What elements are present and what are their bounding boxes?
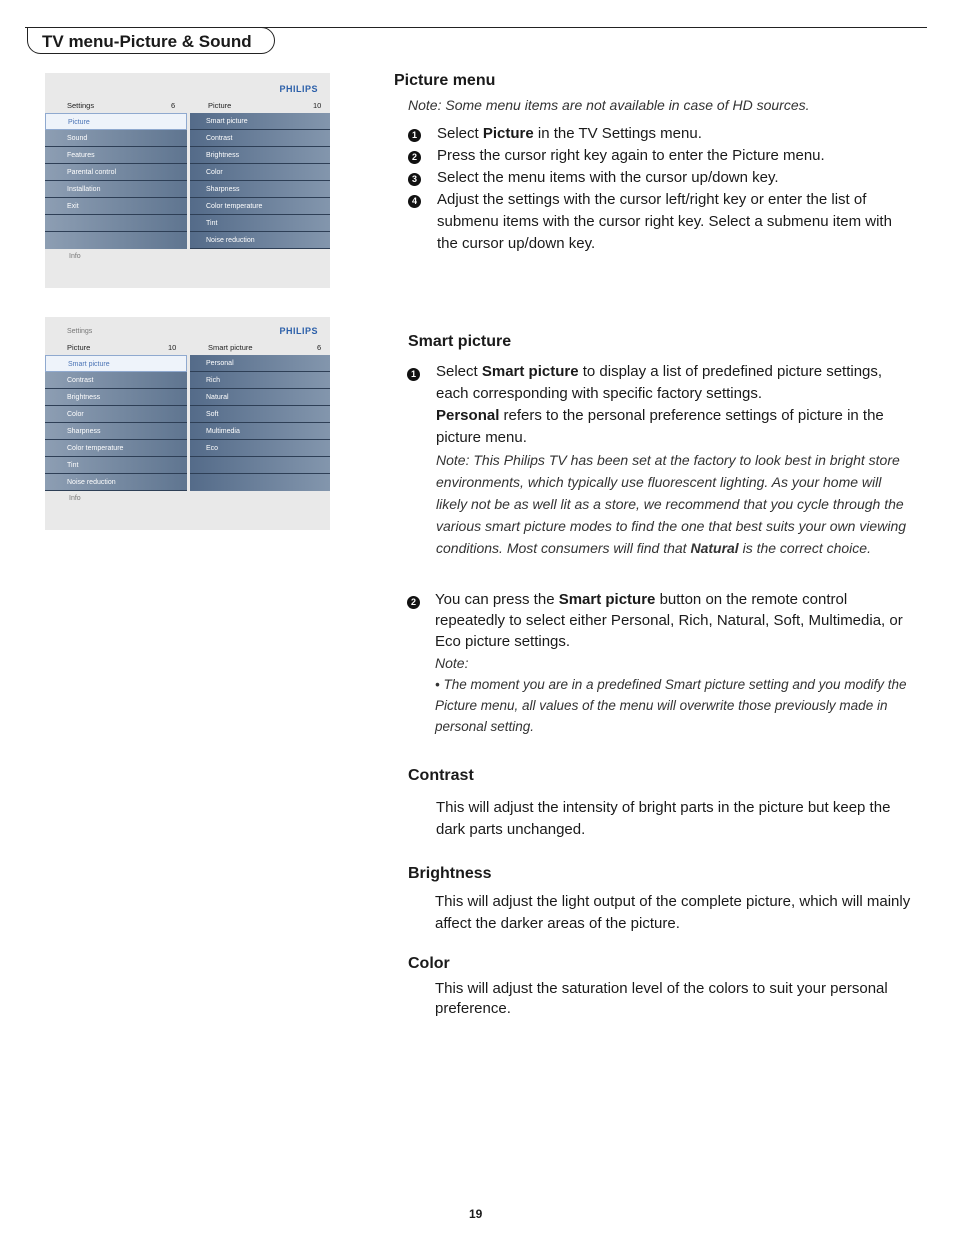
submenu-item[interactable]: Personal [190,355,330,372]
submenu-item[interactable]: Tint [190,215,330,232]
smart-picture-note-label: Note: [435,655,469,671]
submenu-item[interactable] [190,457,330,474]
menu-item[interactable]: Parental control [45,164,187,181]
section-heading-contrast: Contrast [408,767,474,784]
step-2-text: Press the cursor right key again to enter the Picture menu. [437,147,825,164]
menu-item[interactable]: Noise reduction [45,474,187,491]
menu-item[interactable]: Exit [45,198,187,215]
left-count: 6 [171,101,176,110]
menu-item[interactable]: Features [45,147,187,164]
left-header: Settings [67,101,95,110]
submenu-item[interactable]: Multimedia [190,423,330,440]
left-header: Picture [67,343,91,352]
menu-item[interactable]: Color [45,406,187,423]
page-number: 19 [469,1207,483,1221]
smart-picture-note: Note: This Philips TV has been set at the factory to look best in bright store environments, which typically use fluorescent lighting. As your home will likely not be as well lit as a store, we recommend that you cycle through the various smart picture modes to find the one that best suits your own viewing conditions. Most consumers will find that Natural is the correct choice. [436,452,907,556]
step-3-icon: 3 [408,173,421,186]
menu-header [45,99,330,113]
philips-logo: PHILIPS [279,326,318,336]
submenu-item[interactable]: Eco [190,440,330,457]
submenu-item[interactable]: Noise reduction [190,232,330,249]
submenu-item[interactable]: Color temperature [190,198,330,215]
color-body: This will adjust the saturation level of the colors to suit your personal preference. [435,980,888,1017]
step-2-icon: 2 [408,151,421,164]
right-header: Smart picture [208,343,253,352]
right-menu-list [190,113,330,249]
section-heading-smart-picture: Smart picture [408,333,512,350]
menu-screenshot-smart-picture [45,317,330,530]
submenu-item[interactable]: Natural [190,389,330,406]
philips-logo: PHILIPS [279,84,318,94]
right-menu-list [190,355,330,491]
left-menu-list [45,113,187,249]
right-count: 6 [317,343,322,352]
menu-item[interactable]: Color temperature [45,440,187,457]
section-heading-color: Color [408,955,450,972]
menu-item[interactable]: Smart picture [45,355,187,372]
breadcrumb: Settings [67,328,93,335]
submenu-item[interactable]: Contrast [190,130,330,147]
section-heading-picture-menu: Picture menu [394,72,496,89]
info-label: Info [69,495,81,502]
step-4-icon: 4 [408,195,421,208]
menu-item[interactable]: Installation [45,181,187,198]
submenu-item[interactable]: Soft [190,406,330,423]
left-menu-list [45,355,187,491]
brightness-body: This will adjust the light output of the complete picture, which will mainly affect the darker areas of the picture. [435,893,911,932]
step-1-text: Select Picture in the TV Settings menu. [437,125,702,142]
contrast-body: This will adjust the intensity of bright parts in the picture but keep the dark parts unchanged. [436,799,891,838]
smart-picture-step-2: You can press the Smart picture button on the remote control repeatedly to select either Personal, Rich, Natural, Soft, Multimedia, or Eco picture settings. [435,591,903,650]
submenu-item[interactable]: Sharpness [190,181,330,198]
step-3-text: Select the menu items with the cursor up/down key. [437,169,779,186]
submenu-item[interactable]: Smart picture [190,113,330,130]
smart-picture-step-1: Select Smart picture to display a list of predefined picture settings, each corresponding with specific factory settings. [436,363,883,402]
step-1-icon: 1 [408,129,421,142]
section-heading-brightness: Brightness [408,865,492,882]
left-count: 10 [168,343,177,352]
menu-item[interactable]: Sharpness [45,423,187,440]
picture-menu-note: Note: Some menu items are not available in case of HD sources. [408,97,810,113]
smart-picture-note-2: • The moment you are in a predefined Smart picture setting and you modify the Picture menu, all values of the menu will overwrite those previously made in personal setting. [435,677,907,734]
step-2-icon: 2 [407,596,420,609]
info-label: Info [69,253,81,260]
menu-item[interactable] [45,215,187,232]
step-4-text: Adjust the settings with the cursor left/right key or enter the list of submenu items with the cursor right key. Select a submenu item with the cursor up/down key. [437,191,892,252]
step-1-icon: 1 [407,368,420,381]
section-title: TV menu-Picture & Sound [27,27,275,54]
menu-item[interactable]: Picture [45,113,187,130]
menu-item[interactable]: Sound [45,130,187,147]
menu-header [45,341,330,355]
right-header: Picture [208,101,232,110]
submenu-item[interactable]: Rich [190,372,330,389]
right-count: 10 [313,101,322,110]
submenu-item[interactable]: Brightness [190,147,330,164]
menu-item[interactable]: Brightness [45,389,187,406]
menu-screenshot-settings [45,73,330,288]
menu-item[interactable]: Tint [45,457,187,474]
menu-item[interactable]: Contrast [45,372,187,389]
smart-picture-personal: Personal refers to the personal preference settings of picture in the picture menu. [436,407,884,446]
submenu-item[interactable]: Color [190,164,330,181]
